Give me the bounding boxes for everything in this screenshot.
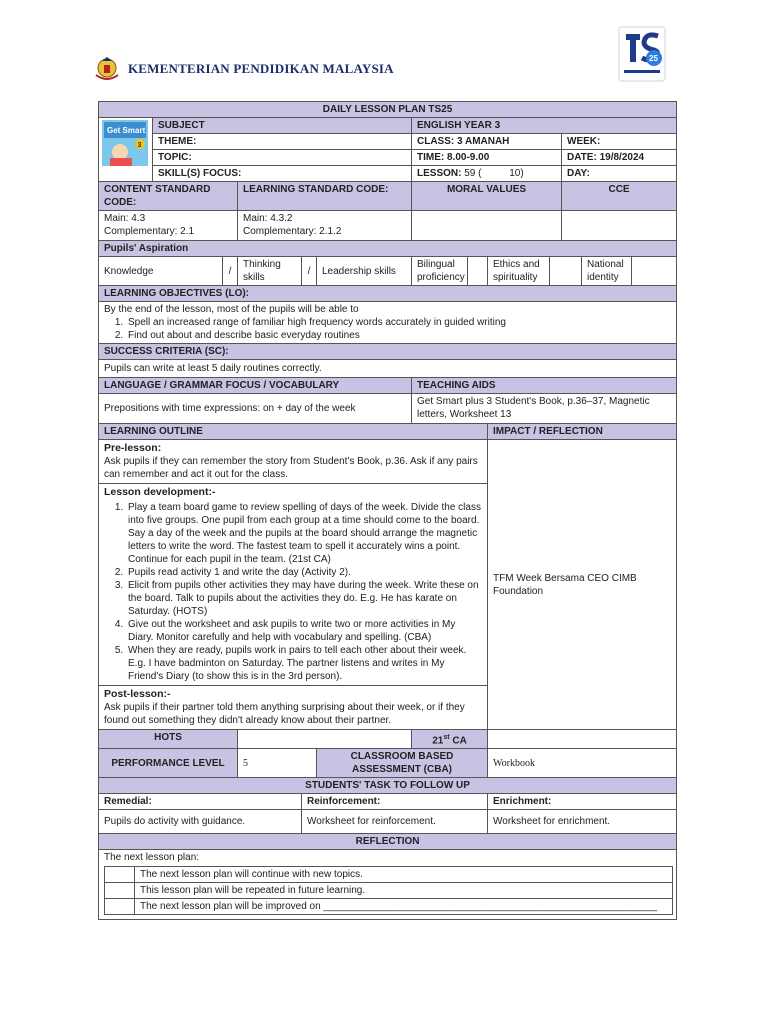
aspiration-knowledge: Knowledge (99, 257, 223, 286)
content-standard-value (99, 211, 238, 241)
success-heading: SUCCESS CRITERIA (SC): (99, 344, 677, 360)
pre-lesson-heading: Pre-lesson: (104, 442, 162, 454)
cce-label: CCE (562, 182, 677, 211)
objectives-intro: By the end of the lesson, most of the pupils will be able to (104, 304, 359, 315)
aspiration-national: National identity (582, 257, 632, 286)
development-step: 3. Elicit from pupils other activities they may have during the week. Write these on the board. Talk to pupils about the activities they do. E.g. He has karate on Saturday. (HOTS) (126, 579, 482, 618)
lesson-plan-table (98, 101, 677, 920)
followup-heading: STUDENTS' TASK TO FOLLOW UP (99, 778, 677, 794)
reflection-heading: REFLECTION (99, 834, 677, 850)
ca-prefix: 21 (432, 735, 444, 747)
learning-complementary: Complementary: 2.1.2 (243, 226, 342, 237)
development-step: 2. Pupils read activity 1 and write the day (Activity 2). (126, 566, 482, 579)
reflection-options (104, 866, 673, 915)
aspiration-knowledge-mark: / (223, 257, 238, 286)
ca-sup: st (443, 734, 450, 741)
outline-heading: LEARNING OUTLINE (99, 424, 488, 440)
reflection-option: The next lesson plan will be improved on ____________________________________________________________ (135, 899, 673, 915)
plan-title: DAILY LESSON PLAN TS25 (99, 102, 677, 118)
subject-value: ENGLISH YEAR 3 (412, 118, 677, 134)
post-lesson-heading: Post-lesson:- (104, 688, 171, 700)
reflection-intro: The next lesson plan: (104, 852, 200, 864)
cce-value (562, 211, 677, 241)
ts25-logo-icon (618, 26, 666, 82)
ca-value (488, 730, 677, 749)
impact-heading: IMPACT / REFLECTION (488, 424, 677, 440)
moral-values-value (412, 211, 562, 241)
reinforcement-label: Reinforcement: (302, 794, 488, 810)
subject-label: SUBJECT (153, 118, 412, 134)
class-value: CLASS: 3 AMANAH (412, 134, 562, 150)
aspiration-bilingual: Bilingual proficiency (412, 257, 468, 286)
aspiration-national-mark (632, 257, 677, 286)
lesson-value: 59 ( 10) (464, 168, 524, 179)
hots-label: HOTS (99, 730, 238, 749)
lesson-development (99, 484, 488, 686)
lesson-label: LESSON: (417, 168, 462, 179)
aspiration-ethics: Ethics and spirituality (488, 257, 550, 286)
learning-main: Main: 4.3.2 (243, 213, 293, 224)
week-label: WEEK: (562, 134, 677, 150)
reinforcement-text: Worksheet for reinforcement. (302, 810, 488, 834)
development-step: 4. Give out the worksheet and ask pupils to write two or more activities in My Diary. Monitor carefully and help with vocabulary and spelling. (CBA) (126, 618, 482, 644)
language-heading: LANGUAGE / GRAMMAR FOCUS / VOCABULARY (99, 378, 412, 394)
teaching-aids-text: Get Smart plus 3 Student's Book, p.36–37, Magnetic letters, Worksheet 13 (412, 394, 677, 424)
enrichment-label: Enrichment: (488, 794, 677, 810)
objectives-body (99, 302, 677, 344)
aspiration-thinking: Thinking skills (238, 257, 302, 286)
performance-level-label: PERFORMANCE LEVEL (99, 749, 238, 778)
content-standard-label: CONTENT STANDARD CODE: (99, 182, 238, 211)
reflection-checkbox[interactable] (105, 899, 135, 915)
development-step: 5. When they are ready, pupils work in pairs to tell each other about their week. E.g. I have badminton on Saturday. The partner listens and writes in My Friend's Diary (to show this is in the 3rd person). (126, 644, 482, 683)
objectives-heading: LEARNING OBJECTIVES (LO): (99, 286, 677, 302)
ca-suffix: CA (449, 735, 467, 747)
content-main: Main: 4.3 (104, 213, 146, 224)
language-text: Prepositions with time expressions: on + day of the week (99, 394, 412, 424)
aspiration-thinking-mark: / (302, 257, 317, 286)
book-title: Get Smart (107, 126, 146, 135)
theme-label: THEME: (153, 134, 412, 150)
remedial-text: Pupils do activity with guidance. (99, 810, 302, 834)
pre-lesson (99, 440, 488, 484)
date-value: DATE: 19/8/2024 (562, 150, 677, 166)
aspiration-ethics-mark (550, 257, 582, 286)
time-value: TIME: 8.00-9.00 (412, 150, 562, 166)
reflection-body (99, 850, 677, 920)
textbook-cover (99, 118, 153, 182)
aspiration-heading: Pupils' Aspiration (99, 241, 677, 257)
aspiration-bilingual-mark (468, 257, 488, 286)
performance-level-value: 5 (238, 749, 317, 778)
svg-text:25: 25 (649, 54, 658, 63)
hots-value (238, 730, 412, 749)
topic-label: TOPIC: (153, 150, 412, 166)
ministry-name: KEMENTERIAN PENDIDIKAN MALAYSIA (128, 61, 394, 76)
reflection-checkbox[interactable] (105, 883, 135, 899)
learning-standard-value (238, 211, 412, 241)
moral-values-label: MORAL VALUES (412, 182, 562, 211)
aspiration-leadership: Leadership skills (317, 257, 412, 286)
objective-item: 2. Find out about and describe basic everyday routines (126, 329, 671, 342)
learning-standard-label: LEARNING STANDARD CODE: (238, 182, 412, 211)
objective-item: 1. Spell an increased range of familiar high frequency words accurately in guided writing (126, 316, 671, 329)
malaysia-crest-icon (92, 55, 122, 83)
skill-focus-label: SKILL(S) FOCUS: (153, 166, 412, 182)
reflection-option: The next lesson plan will continue with new topics. (135, 867, 673, 883)
remedial-label: Remedial: (99, 794, 302, 810)
ca-label (412, 730, 488, 749)
ministry-header (92, 54, 394, 84)
content-complementary: Complementary: 2.1 (104, 226, 195, 237)
post-lesson-text: Ask pupils if their partner told them anything surprising about their week, or if they found out something they didn't already know about their partner. (104, 702, 465, 726)
book-number: 3 (137, 142, 142, 149)
post-lesson (99, 686, 488, 730)
success-text: Pupils can write at least 5 daily routines correctly. (99, 360, 677, 378)
impact-text: TFM Week Bersama CEO CIMB Foundation (488, 440, 677, 730)
teaching-aids-heading: TEACHING AIDS (412, 378, 677, 394)
cba-label: CLASSROOM BASED ASSESSMENT (CBA) (317, 749, 488, 778)
pre-lesson-text: Ask pupils if they can remember the story from Student's Book, p.36. Ask if any pairs can remember and act it out for the class. (104, 456, 478, 480)
reflection-checkbox[interactable] (105, 867, 135, 883)
book-cover-icon (102, 120, 148, 166)
reflection-option: This lesson plan will be repeated in future learning. (135, 883, 673, 899)
development-step: 1. Play a team board game to review spelling of days of the week. Divide the class into five groups. One pupil from each group at a time should come to the board. Say a day of the week and the pupils at the board should arrange the magnetic letters to write the word. The fastest team to spell it accurately wins a point. Continue for each pupil in the team. (21st CA) (126, 501, 482, 566)
day-label: DAY: (562, 166, 677, 182)
cba-value: Workbook (488, 749, 677, 778)
enrichment-text: Worksheet for enrichment. (488, 810, 677, 834)
lesson-number (412, 166, 562, 182)
lesson-development-heading: Lesson development:- (104, 486, 216, 498)
